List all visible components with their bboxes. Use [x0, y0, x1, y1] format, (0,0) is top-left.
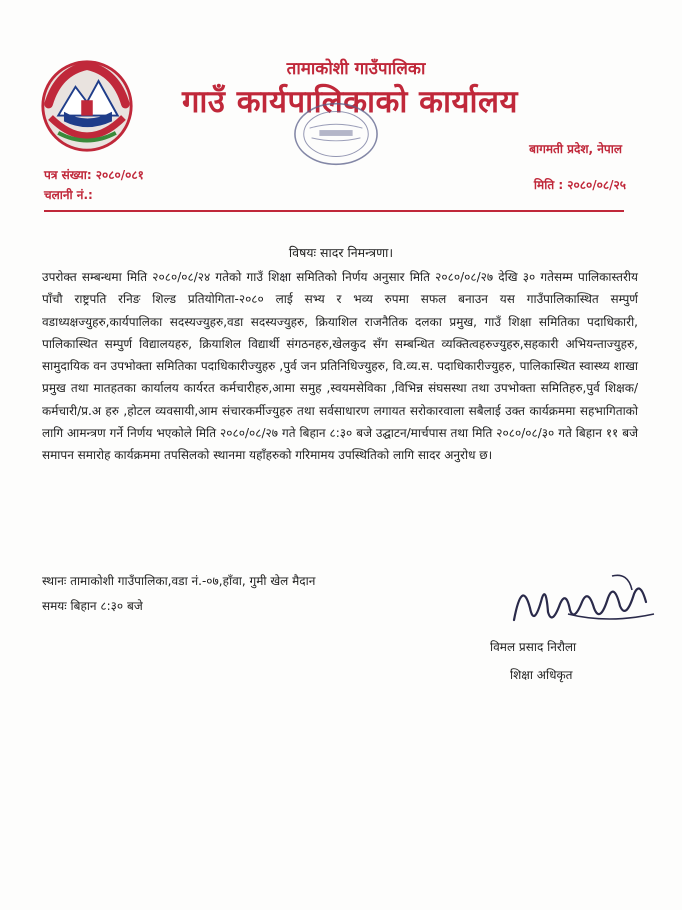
municipality-name: तामाकोशी गाउँपालिका: [286, 59, 426, 79]
office-name: गाउँ कार्यपालिकाको कार्यालय: [181, 84, 519, 120]
event-venue: स्थानः तामाकोशी गाउँपालिका,वडा नं.-०७,हाँवा, गुमी खेल मैदान: [42, 574, 316, 588]
letter-body: उपरोक्त सम्बन्धमा मिति २०८०/०८/२४ गतेको गाउँ शिक्षा समितिको निर्णय अनुसार मिति २०८०/०८/२७ देखि ३० गतेसम्म पालिकास्तरीय पाँचौ राष्ट्रपति रनिङ शिल्ड प्रतियोगिता-२०८० लाई सभ्य र भव्य रुपमा सफल बनाउन यस गाउँपालिकास्थित सम्पुर्ण वडाध्यक्षज्युहरु,कार्यपालिका सदस्यज्युहरु,वडा सदस्यज्युहरु, क्रियाशिल राजनैतिक दलका प्रमुख, गाउँ शिक्षा समितिका पदाधिकारी, पालिकास्थित सम्पुर्ण विद्यालयहरु, क्रियाशिल विद्यार्थी संगठनहरु,खेलकुद सँग सम्बन्धित व्यक्तित्वहरुज्युहरु,सहकारी अभियन्ताज्युहरु, सामुदायिक वन उपभोक्ता समितिका पदाधिकारीज्युहरु ,पुर्व जन प्रतिनिधिज्युहरु, वि.व्य.स. पदाधिकारीज्युहरु, पालिकास्थित स्वास्थ्य शाखा प्रमुख तथा मातहतका कार्यालय कार्यरत कर्मचारीहरु,आमा समुह ,स्वयमसेविका ,विभिन्न संघसस्था तथा उपभोक्ता समितिहरु,पुर्व शिक्षक/कर्मचारी/प्र.अ हरु ,होटल व्यवसायी,आम संचारकर्मीज्युहरु तथा सर्वसाधारण लगायत सरोकारवाला सबैलाई उक्त कार्यक्रममा सहभागिताको लागि आमन्त्रण गर्ने निर्णय भएकोले मिति २०८०/०८/२७ गते बिहान ८:३० बजे उद्घाटन/मार्चपास तथा मिति २०८०/०८/३० गते बिहान ११ बजे समापन समारोह कार्यक्रममा तपसिलको स्थानमा यहाँहरुको गरिमामय उपस्थितिको लागि सादर अनुरोध छ।: [42, 270, 638, 463]
office-stamp-icon: [292, 98, 380, 168]
signatory-title: शिक्षा अधिकृत: [510, 668, 573, 682]
reference-number: पत्र संख्या: २०८०/०८१: [44, 168, 144, 182]
province-label: बागमती प्रदेश, नेपाल: [529, 142, 622, 156]
header-divider: [44, 210, 624, 212]
letter-date: मिति : २०८०/०८/२५: [533, 178, 626, 192]
signatory-name: विमल प्रसाद निरौला: [490, 640, 577, 654]
letter-subject: विषयः सादर निमन्त्रणा।: [288, 245, 394, 260]
event-time: समयः बिहान ८:३० बजे: [42, 599, 143, 613]
dispatch-number: चलानी नं.:: [44, 188, 93, 202]
signature-icon: [508, 568, 658, 640]
